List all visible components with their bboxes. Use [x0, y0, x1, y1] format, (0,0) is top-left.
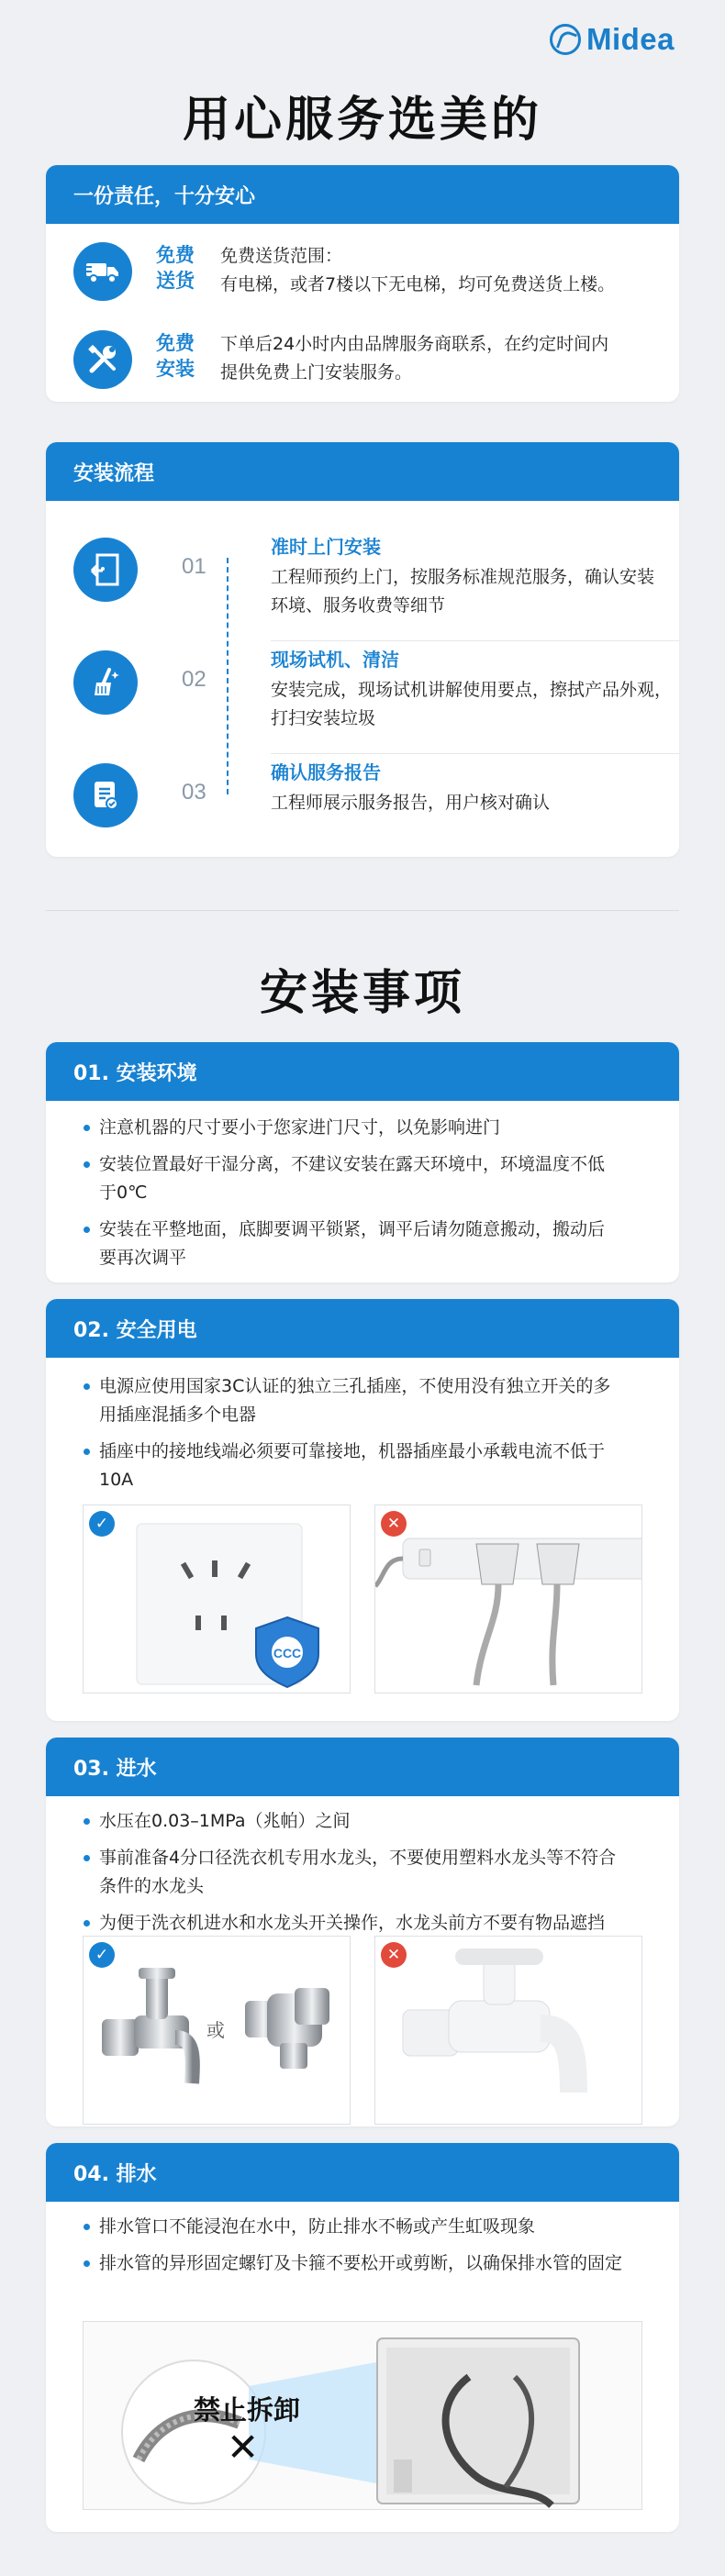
correct-socket-photo [83, 1505, 351, 1693]
list-item [81, 1150, 659, 1207]
correct-faucet-photo [83, 1936, 351, 2125]
wrench-screwdriver-icon [73, 330, 132, 389]
bullet-line: 于0℃ [99, 1183, 148, 1203]
step-desc-line2: 环境、服务收费等细节 [271, 595, 446, 616]
delivery-label-line1: 免费 [156, 244, 195, 266]
drainage-bullets [81, 2213, 659, 2286]
environment-card-header: 01. 安装环境 [46, 1042, 679, 1101]
service-card [46, 165, 679, 402]
water-inlet-card [46, 1738, 679, 2126]
step-title: 确认服务报告 [271, 761, 381, 783]
step-divider [271, 640, 679, 641]
check-icon: ✓ [89, 1942, 115, 1968]
step-number: 01 [182, 554, 206, 579]
step-desc-line1: 安装完成，现场试机讲解使用要点，擦拭产品外观， [271, 680, 673, 700]
delivery-label-line2: 送货 [156, 270, 195, 292]
step-desc-line1: 工程师展示服务报告，用户核对确认 [271, 793, 551, 813]
water-inlet-card-header: 03. 进水 [46, 1738, 679, 1796]
install-label-line2: 安装 [156, 358, 195, 380]
free-install-row [73, 330, 661, 389]
check-icon: ✓ [89, 1511, 115, 1537]
door-arrival-icon [73, 538, 138, 602]
install-text-line2: 提供免费上门安装服务。 [220, 362, 413, 383]
step-number: 02 [182, 667, 206, 692]
brand-name: Midea [586, 22, 675, 56]
svg-text:CCC: CCC [273, 1646, 302, 1660]
process-step-2 [73, 645, 673, 755]
list-item [81, 2213, 659, 2241]
brand-logo [550, 22, 675, 57]
bullet-line: 事前准备4分口径洗衣机专用水龙头，不要使用塑料水龙头等不符合 [99, 1848, 617, 1868]
list-item [81, 1844, 659, 1901]
cross-icon: ✕ [381, 1942, 407, 1968]
list-item [81, 1909, 659, 1938]
bullet-line: 电源应使用国家3C认证的独立三孔插座，不使用没有独立开关的多 [99, 1376, 611, 1396]
bullet-line: 插座中的接地线端必须要可靠接地，机器插座最小承载电流不低于 [99, 1441, 606, 1461]
service-card-header: 一份责任，十分安心 [46, 165, 679, 224]
list-item [81, 1114, 659, 1142]
install-notes-title: 安装事项 [259, 966, 465, 1021]
step-title: 现场试机、清洁 [271, 649, 399, 671]
list-item [81, 2249, 659, 2278]
process-card-header: 安装流程 [46, 442, 679, 501]
list-item [81, 1807, 659, 1836]
install-text-line1: 下单后24小时内由品牌服务商联系，在约定时间内 [220, 334, 609, 354]
bullet-line: 注意机器的尺寸要小于您家进门尺寸，以免影响进门 [99, 1117, 501, 1138]
bullet-line: 10A [99, 1470, 134, 1490]
list-item [81, 1438, 659, 1494]
drainage-card [46, 2143, 679, 2532]
delivery-truck-icon [73, 242, 132, 301]
bullet-line: 用插座混插多个电器 [99, 1405, 257, 1425]
broom-clean-icon [73, 650, 138, 715]
section-divider [46, 910, 679, 911]
service-title: 用心服务选美的 [182, 93, 542, 148]
bullet-line: 水压在0.03–1MPa（兆帕）之间 [99, 1811, 351, 1831]
wrong-plastic-faucet-photo [374, 1936, 642, 2125]
drainage-card-header: 04. 排水 [46, 2143, 679, 2202]
electricity-bullets [81, 1372, 659, 1503]
environment-card [46, 1042, 679, 1282]
install-process-card [46, 442, 679, 857]
wrong-power-strip-photo [374, 1505, 642, 1693]
step-desc-line2: 打扫安装垃圾 [271, 708, 376, 728]
delivery-text-line2: 有电梯，或者7楼以下无电梯，均可免费送货上楼。 [220, 274, 616, 294]
bullet-line: 排水管的异形固定螺钉及卡箍不要松开或剪断，以确保排水管的固定 [99, 2253, 623, 2273]
environment-bullets [81, 1114, 659, 1281]
service-report-icon [73, 763, 138, 827]
water-inlet-bullets [81, 1807, 659, 1946]
bullet-line: 为便于洗衣机进水和水龙头开关操作，水龙头前方不要有物品遮挡 [99, 1913, 606, 1933]
delivery-text-line1: 免费送货范围： [220, 246, 343, 266]
electricity-card [46, 1299, 679, 1721]
list-item [81, 1216, 659, 1272]
drain-pipe-photo [83, 2321, 642, 2510]
cross-icon: ✕ [381, 1511, 407, 1537]
step-number: 03 [182, 780, 206, 805]
bullet-line: 条件的水龙头 [99, 1876, 205, 1896]
forbidden-x-icon: ✕ [227, 2425, 260, 2470]
step-divider [271, 753, 679, 754]
or-text: 或 [206, 2019, 225, 2041]
step-title: 准时上门安装 [271, 536, 381, 558]
free-delivery-row [73, 242, 661, 301]
bullet-line: 安装位置最好干湿分离，不建议安装在露天环境中，环境温度不低 [99, 1154, 606, 1174]
no-disassemble-warning: 禁止拆卸 [194, 2394, 301, 2426]
electricity-card-header: 02. 安全用电 [46, 1299, 679, 1358]
bullet-line: 安装在平整地面，底脚要调平锁紧，调平后请勿随意搬动，搬动后 [99, 1219, 606, 1239]
bullet-line: 排水管口不能浸泡在水中，防止排水不畅或产生虹吸现象 [99, 2216, 536, 2237]
step-desc-line1: 工程师预约上门，按服务标准规范服务，确认安装 [271, 567, 655, 587]
process-step-3 [73, 758, 661, 857]
list-item [81, 1372, 659, 1429]
midea-logo-icon [550, 24, 581, 55]
bullet-line: 要再次调平 [99, 1248, 187, 1268]
process-step-1 [73, 532, 661, 642]
install-label-line1: 免费 [156, 332, 195, 354]
